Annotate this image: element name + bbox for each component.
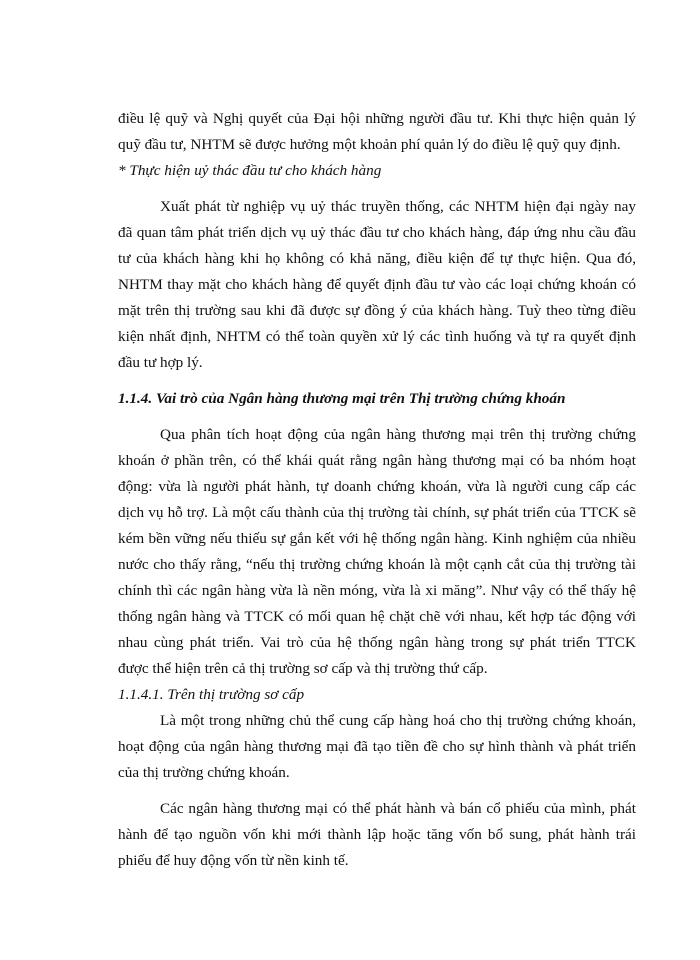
text-line: tư của khách hàng khi họ không có khả năng, điều kiện để tự thực hiện. Qua đó,	[118, 250, 636, 267]
text-line: điều lệ quỹ và Nghị quyết của Đại hội những người đầu tư. Khi thực hiện quản lý	[118, 110, 636, 127]
text-line: dịch vụ hỗ trợ. Là một cấu thành của thị trường tài chính, sự phát triển của TTCK sẽ	[118, 504, 636, 521]
text-line: thống ngân hàng và TTCK có mối quan hệ chặt chẽ với nhau, kết hợp tác động với	[118, 608, 636, 625]
document-page	[118, 106, 636, 874]
text-line: hoạt động của ngân hàng thương mại đã tạo tiền đề cho sự hình thành và phát triển	[118, 738, 636, 755]
paragraph-fund-management	[118, 106, 636, 158]
text-line: Qua phân tích hoạt động của ngân hàng thương mại trên thị trường chứng	[160, 426, 636, 443]
text-line: chính thì các ngân hàng vừa là nền móng, vừa là xi măng”. Như vậy có thể thấy hệ	[118, 582, 636, 599]
text-line: NHTM thay mặt cho khách hàng để quyết định đầu tư vào các loại chứng khoán có	[118, 276, 636, 293]
text-line: nước cho thấy rằng, “nếu thị trường chứng khoán là một cạnh cắt của thị trường tài	[118, 556, 636, 573]
text-line: động: vừa là người phát hành, tự doanh chứng khoán, vừa là người cung cấp các	[118, 478, 636, 495]
text-line: quỹ đầu tư, NHTM sẽ được hưởng một khoản phí quản lý do điều lệ quỹ quy định.	[118, 136, 621, 153]
text-line: kiện nhất định, NHTM có thể toàn quyền xử lý các tình huống và tự ra quyết định	[118, 328, 636, 345]
text-line: đã quan tâm phát triển dịch vụ uỷ thác đầu tư cho khách hàng, đáp ứng nhu cầu đầu	[118, 224, 636, 241]
section-heading: 1.1.4. Vai trò của Ngân hàng thương mại trên Thị trường chứng khoán	[118, 390, 566, 407]
text-line: nhau cùng phát triển. Vai trò của hệ thống ngân hàng trong sự phát triển TTCK	[118, 634, 636, 651]
paragraph-bank-role	[118, 422, 636, 682]
text-line: của thị trường chứng khoán.	[118, 764, 290, 781]
paragraph-investment-trust	[118, 194, 636, 376]
text-line: kém bền vững nếu thiếu sự gắn kết với hệ thống ngân hàng. Kinh nghiệm của nhiều	[118, 530, 636, 547]
subheading-investment-trust: * Thực hiện uỷ thác đầu tư cho khách hàng	[118, 162, 382, 179]
text-line: Các ngân hàng thương mại có thể phát hành và bán cổ phiếu của mình, phát	[160, 800, 636, 817]
text-line: Xuất phát từ nghiệp vụ uỷ thác truyền thống, các NHTM hiện đại ngày nay	[160, 198, 636, 215]
paragraph-primary-market	[118, 708, 636, 786]
text-line: khoán ở phần trên, có thể khái quát rằng ngân hàng thương mại có ba nhóm hoạt	[118, 452, 636, 469]
text-line: mặt trên thị trường sau khi đã được sự đồng ý của khách hàng. Tuỳ theo từng điều	[118, 302, 636, 319]
text-line: đầu tư hợp lý.	[118, 354, 203, 371]
text-line: phiếu để huy động vốn từ nền kinh tế.	[118, 852, 349, 869]
subsection-heading: 1.1.4.1. Trên thị trường sơ cấp	[118, 686, 305, 703]
text-line: hành để tạo nguồn vốn khi mới thành lập hoặc tăng vốn bổ sung, phát hành trái	[118, 826, 636, 843]
paragraph-share-issuance	[118, 796, 636, 874]
text-line: được thể hiện trên cả thị trường sơ cấp và thị trường thứ cấp.	[118, 660, 488, 677]
text-line: Là một trong những chủ thể cung cấp hàng hoá cho thị trường chứng khoán,	[160, 712, 636, 729]
